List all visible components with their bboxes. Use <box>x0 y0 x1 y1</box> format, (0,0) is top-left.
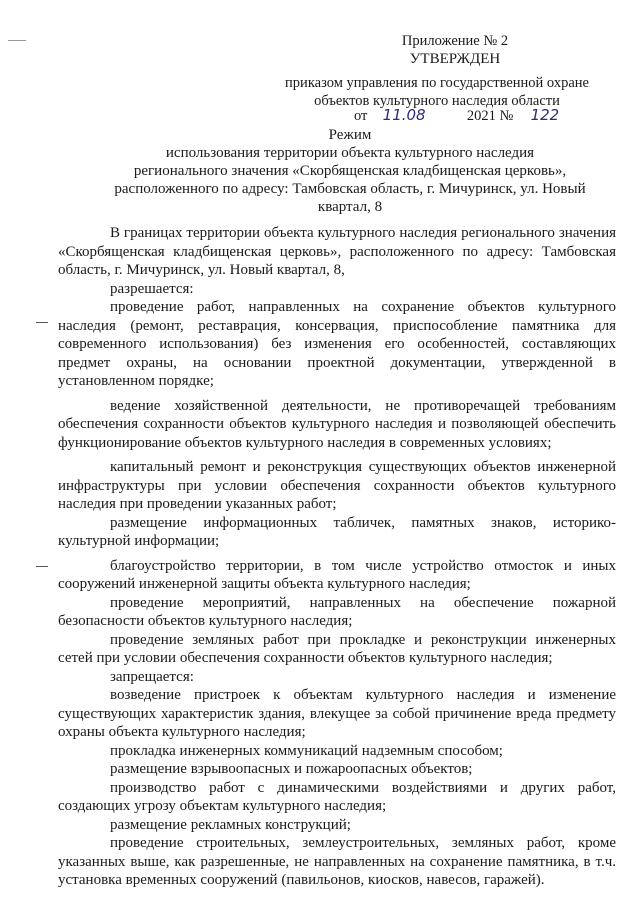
title-line-4: расположенного по адресу: Тамбовская область, г. Мичуринск, ул. Новый <box>114 181 586 197</box>
intro-paragraph: В границах территории объекта культурного наследия регионального значения «Скорбященская кладбищенская церковь», расположенного по адресу: Тамбовская область, г. Мичуринск, ул. Новый квартал, 8, <box>58 225 616 278</box>
margin-mark <box>36 566 48 567</box>
title-line-2: использования территории объекта культурного наследия <box>165 145 535 161</box>
permitted-item: благоустройство территории, в том числе устройство отмосток и иных сооружений инженерной защиты объекта культурного наследия; <box>58 557 616 592</box>
prohibited-item: размещение взрывоопасных и пожароопасных объектов; <box>110 761 473 777</box>
handwritten-number: 122 <box>530 106 560 124</box>
appendix-label: Приложение № 2 <box>401 33 509 49</box>
order-line-1: приказом управления по государственной охране <box>285 75 589 91</box>
permitted-item: проведение мероприятий, направленных на обеспечение пожарной безопасности объектов культурного наследия; <box>58 594 616 629</box>
prohibited-item: проведение строительных, землеустроительных, земляных работ, кроме указанных выше, как разрешенные, не направленных на сохранение памятника, в т.ч. установка временных сооружений (павильонов, киосков, навесов, гаражей). <box>58 835 616 888</box>
title-line-3: регионального значения «Скорбященская кладбищенская церковь», <box>133 163 567 179</box>
document-body <box>58 224 616 890</box>
permitted-heading: разрешается: <box>110 280 194 297</box>
prohibited-item: размещение рекламных конструкций; <box>110 816 351 833</box>
permitted-item: размещение информационных табличек, памятных знаков, историко-культурной информации; <box>58 514 616 549</box>
prohibited-item: прокладка инженерных коммуникаций надземным способом; <box>110 742 503 759</box>
handwritten-date: 11.08 <box>382 106 426 124</box>
permitted-item: ведение хозяйственной деятельности, не противоречащей требованиям обеспечения сохранности объектов культурного наследия и позволяющей обеспечить функционирование объектов культурного наследия в современных условиях; <box>58 397 616 451</box>
permitted-item: капитальный ремонт и реконструкция существующих объектов инженерной инфраструктуры при условии обеспечения сохранности объектов культурного наследия при проведении указанных работ; <box>58 459 616 512</box>
margin-mark <box>36 322 48 323</box>
document-title <box>78 126 622 216</box>
title-line-1: Режим <box>328 127 372 143</box>
title-line-5: квартал, 8 <box>317 199 383 215</box>
scan-mark <box>8 40 26 41</box>
order-line-2: объектов культурного наследия области <box>314 93 560 109</box>
permitted-item: проведение земляных работ при прокладке и реконструкции инженерных сетей при условии обеспечения сохранности объектов культурного наследия; <box>58 631 616 666</box>
permitted-item: проведение работ, направленных на сохранение объектов культурного наследия (ремонт, реставрация, консервация, приспособление памятника для современного использования) без изменения его особенностей, составляющих предмет охраны, на основании проектной документации, утвержденной в установленном порядке; <box>58 299 616 389</box>
prohibited-heading: запрещается: <box>110 668 194 685</box>
order-year: 2021 № <box>466 108 514 124</box>
approval-block <box>262 32 612 110</box>
prohibited-item: возведение пристроек к объектам культурного наследия и изменение существующих характеристик здания, влекущее за собой причинение вреда предмету охраны объекта культурного наследия; <box>58 687 616 740</box>
date-prefix: от <box>354 108 368 124</box>
order-date-line <box>354 106 559 125</box>
prohibited-item: производство работ с динамическими воздействиями и других работ, создающих угрозу объектам культурного наследия; <box>58 779 616 814</box>
approved-stamp-text: УТВЕРЖДЕН <box>409 51 501 67</box>
